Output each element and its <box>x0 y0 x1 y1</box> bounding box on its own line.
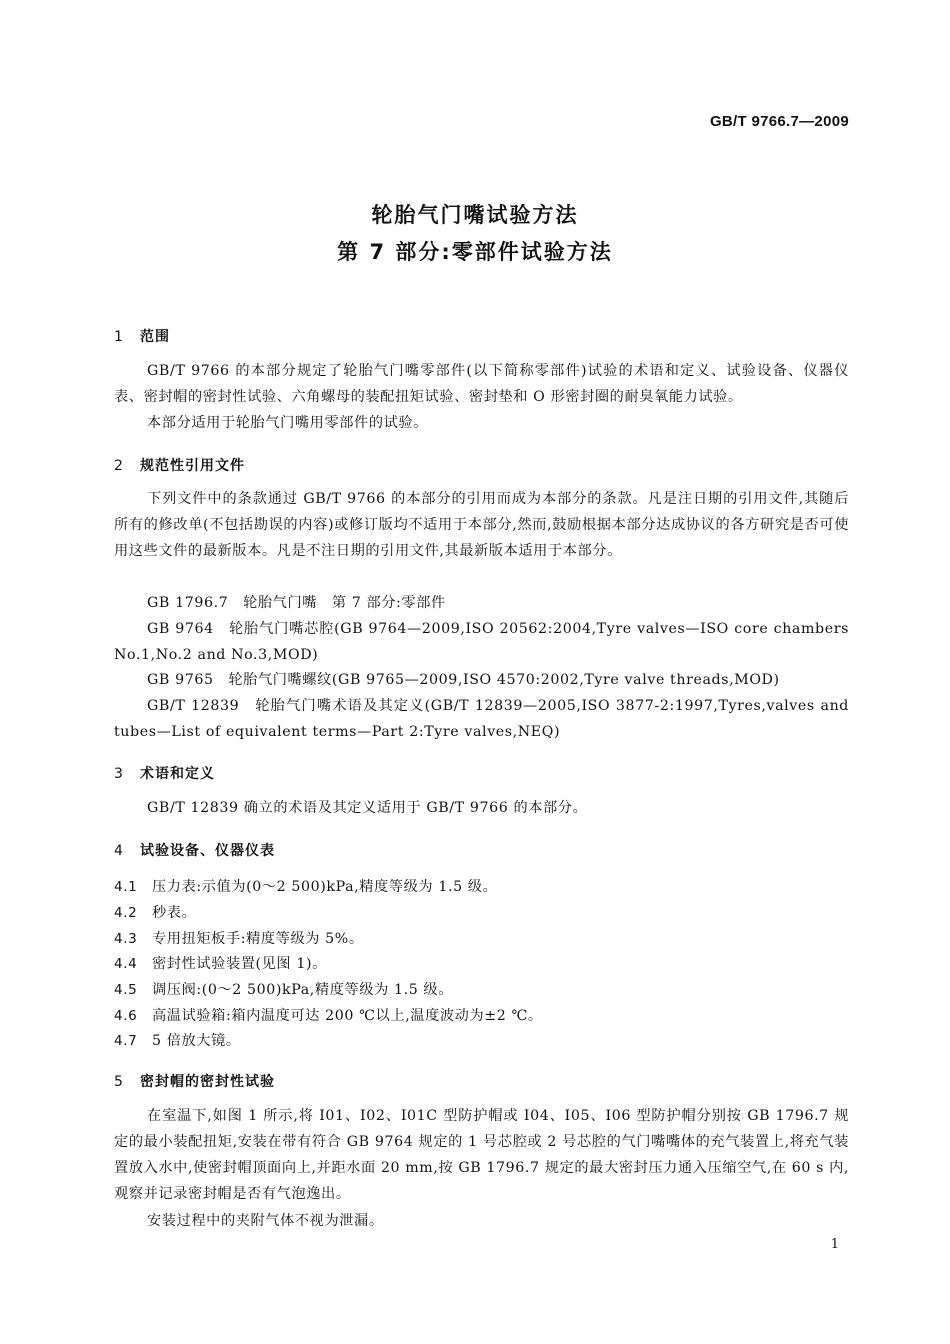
section-3-heading <box>114 763 215 783</box>
item-text: 5 倍放大镜。 <box>152 1033 241 1049</box>
document-subtitle: 第 7 部分:零部件试验方法 <box>337 240 613 264</box>
item-text: 专用扭矩板手:精度等级为 5%。 <box>152 931 364 947</box>
list-item <box>114 980 453 1000</box>
section-title: 范围 <box>140 329 170 345</box>
list-item <box>114 929 364 949</box>
item-number: 4.7 <box>114 1033 138 1049</box>
item-text: 密封性试验装置(见图 1)。 <box>152 956 327 972</box>
section-3-paragraph-1: GB/T 12839 确立的术语及其定义适用于 GB/T 9766 的本部分。 <box>147 800 588 816</box>
reference-gb-9765: GB 9765 轮胎气门嘴螺纹(GB 9765—2009,ISO 4570:2002,Tyre valve threads,MOD) <box>147 672 780 688</box>
page-number: 1 <box>830 1237 839 1252</box>
item-number: 4.5 <box>114 982 138 998</box>
reference-gb-1796-7: GB 1796.7 轮胎气门嘴 第 7 部分:零部件 <box>147 595 446 611</box>
item-text: 调压阀:(0～2 500)kPa,精度等级为 1.5 级。 <box>152 982 454 998</box>
section-2-paragraph-1: 下列文件中的条款通过 GB/T 9766 的本部分的引用而成为本部分的条款。凡是注日期的引用文件,其随后所有的修改单(不包括勘误的内容)或修订版均不适用于本部分,然而,鼓励根据本部分达成协议的各方研究是否可使用这些文件的最新版本。凡是不注日期的引用文件,其最新版本适用于本部分。 <box>114 491 849 559</box>
list-item <box>114 954 327 974</box>
document-title: 轮胎气门嘴试验方法 <box>371 203 579 227</box>
section-2-heading <box>114 455 245 475</box>
section-5-paragraph-1: 在室温下,如图 1 所示,将 I01、I02、I01C 型防护帽或 I04、I05、I06 型防护帽分别按 GB 1796.7 规定的最小装配扭矩,安装在带有符合 GB 9764 规定的 1 号芯腔或 2 号芯腔的气门嘴嘴体的充气装置上,将充气装置放入水中,使密封帽顶面向上,并距水面 20 mm,按 GB 1796.7 规定的最大密封压力通入压缩空气,在 60 s 内,观察并记录密封帽是否有气泡逸出。 <box>114 1108 849 1202</box>
item-number: 4.4 <box>114 956 138 972</box>
section-5-paragraph-2: 安装过程中的夹附气体不视为泄漏。 <box>147 1213 384 1229</box>
section-number: 3 <box>114 766 124 782</box>
section-number: 5 <box>114 1074 124 1090</box>
section-4-heading <box>114 840 275 860</box>
list-item <box>114 877 497 897</box>
section-title: 密封帽的密封性试验 <box>140 1074 275 1090</box>
standard-number: GB/T 9766.7—2009 <box>709 113 849 130</box>
section-title: 试验设备、仪器仪表 <box>140 843 275 859</box>
section-5-heading <box>114 1071 275 1091</box>
list-item <box>114 903 196 923</box>
section-1-paragraph-2: 本部分适用于轮胎气门嘴用零部件的试验。 <box>147 415 428 431</box>
item-text: 秒表。 <box>152 905 197 921</box>
section-1-heading <box>114 326 170 346</box>
list-item <box>114 1031 241 1051</box>
item-number: 4.6 <box>114 1008 138 1024</box>
reference-gb-9764: GB 9764 轮胎气门嘴芯腔(GB 9764—2009,ISO 20562:2004,Tyre valves—ISO core chambers No.1,No.2 and No.3,MOD) <box>114 621 849 663</box>
item-number: 4.2 <box>114 905 138 921</box>
section-number: 4 <box>114 843 124 859</box>
section-number: 1 <box>114 329 124 345</box>
reference-gb-t-12839: GB/T 12839 轮胎气门嘴术语及其定义(GB/T 12839—2005,ISO 3877-2:1997,Tyres,valves and tubes—List of equivalent terms—Part 2:Tyre valves,NEQ) <box>114 698 849 740</box>
section-title: 规范性引用文件 <box>140 458 245 474</box>
item-text: 高温试验箱:箱内温度可达 200 ℃以上,温度波动为±2 ℃。 <box>152 1008 543 1024</box>
item-text: 压力表:示值为(0～2 500)kPa,精度等级为 1.5 级。 <box>152 879 498 895</box>
list-item <box>114 1006 543 1026</box>
section-number: 2 <box>114 458 124 474</box>
section-title: 术语和定义 <box>140 766 215 782</box>
item-number: 4.1 <box>114 879 138 895</box>
section-1-paragraph-1: GB/T 9766 的本部分规定了轮胎气门嘴零部件(以下简称零部件)试验的术语和定义、试验设备、仪器仪表、密封帽的密封性试验、六角螺母的装配扭矩试验、密封垫和 O 形密封圈的耐臭氧能力试验。 <box>114 363 849 405</box>
item-number: 4.3 <box>114 931 138 947</box>
